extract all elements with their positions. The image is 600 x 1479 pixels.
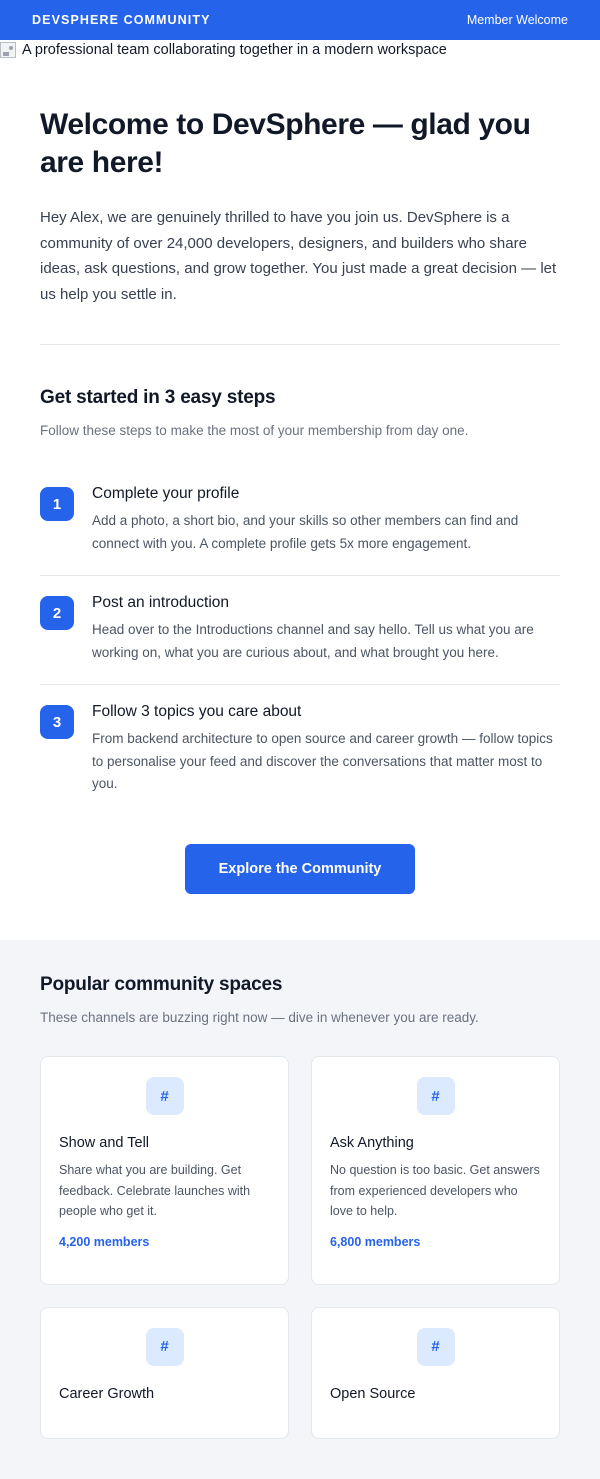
cta-container (40, 816, 560, 940)
step-item (40, 467, 560, 575)
space-card-title: Open Source (330, 1385, 416, 1402)
hero-image-area (0, 40, 600, 60)
header-right-label: Member Welcome (466, 13, 568, 27)
step-description: From backend architecture to open source and career growth — follow topics to personalise your feed and discover the conversations that matter most to you. (92, 731, 553, 792)
spaces-subtitle: These channels are buzzing right now — dive in whenever you are ready. (40, 1009, 479, 1025)
email-header-bar (0, 0, 600, 40)
steps-list (40, 467, 560, 816)
hash-icon: # (417, 1328, 455, 1366)
space-card[interactable] (311, 1056, 560, 1285)
step-body (92, 703, 560, 796)
hero-alt-text: A professional team collaborating together in a modern workspace (22, 42, 447, 58)
step-title: Follow 3 topics you care about (92, 703, 302, 721)
step-body (92, 485, 560, 555)
popular-spaces-section (0, 940, 600, 1479)
hash-icon: # (417, 1077, 455, 1115)
spaces-grid (40, 1056, 560, 1439)
steps-heading: Get started in 3 easy steps (40, 386, 276, 408)
space-card-description: No question is too basic. Get answers from experienced developers who love to help. (330, 1163, 540, 1218)
step-body (92, 594, 560, 664)
space-card-members: 6,800 members (330, 1235, 421, 1250)
explore-community-button[interactable]: Explore the Community (185, 844, 416, 894)
spaces-heading: Popular community spaces (40, 973, 283, 995)
step-title: Post an introduction (92, 594, 230, 612)
steps-subtitle: Follow these steps to make the most of your membership from day one. (40, 422, 469, 438)
space-card[interactable] (311, 1307, 560, 1439)
step-item (40, 575, 560, 684)
space-card-description: Share what you are building. Get feedback. Celebrate launches with people who get it. (59, 1163, 251, 1218)
broken-image-icon (0, 42, 16, 58)
intro-paragraph: Hey Alex, we are genuinely thrilled to have you join us. DevSphere is a community of over 24,000 developers, designers, and builders who share ideas, ask questions, and grow together. You just made a great decision — let us help you settle in. (40, 208, 557, 304)
space-card[interactable] (40, 1307, 289, 1439)
brand-title: DEVSPHERE COMMUNITY (32, 13, 211, 27)
hash-icon: # (146, 1328, 184, 1366)
step-number-badge: 3 (40, 705, 74, 739)
step-description: Add a photo, a short bio, and your skills so other members can find and connect with you. A complete profile gets 5x more engagement. (92, 513, 519, 551)
step-item (40, 684, 560, 816)
main-content (0, 106, 600, 940)
page-title: Welcome to DevSphere — glad you are here! (40, 108, 531, 180)
hero-broken-image (0, 40, 600, 60)
space-card-members: 4,200 members (59, 1235, 150, 1250)
step-number-badge: 2 (40, 596, 74, 630)
space-card-title: Career Growth (59, 1385, 155, 1402)
space-card-title: Ask Anything (330, 1135, 414, 1152)
divider (40, 344, 560, 345)
space-card-title: Show and Tell (59, 1135, 150, 1152)
hash-icon: # (146, 1077, 184, 1115)
step-description: Head over to the Introductions channel and say hello. Tell us what you are working on, what you are curious about, and what brought you here. (92, 622, 534, 660)
step-title: Complete your profile (92, 485, 240, 503)
space-card[interactable] (40, 1056, 289, 1285)
step-number-badge: 1 (40, 487, 74, 521)
